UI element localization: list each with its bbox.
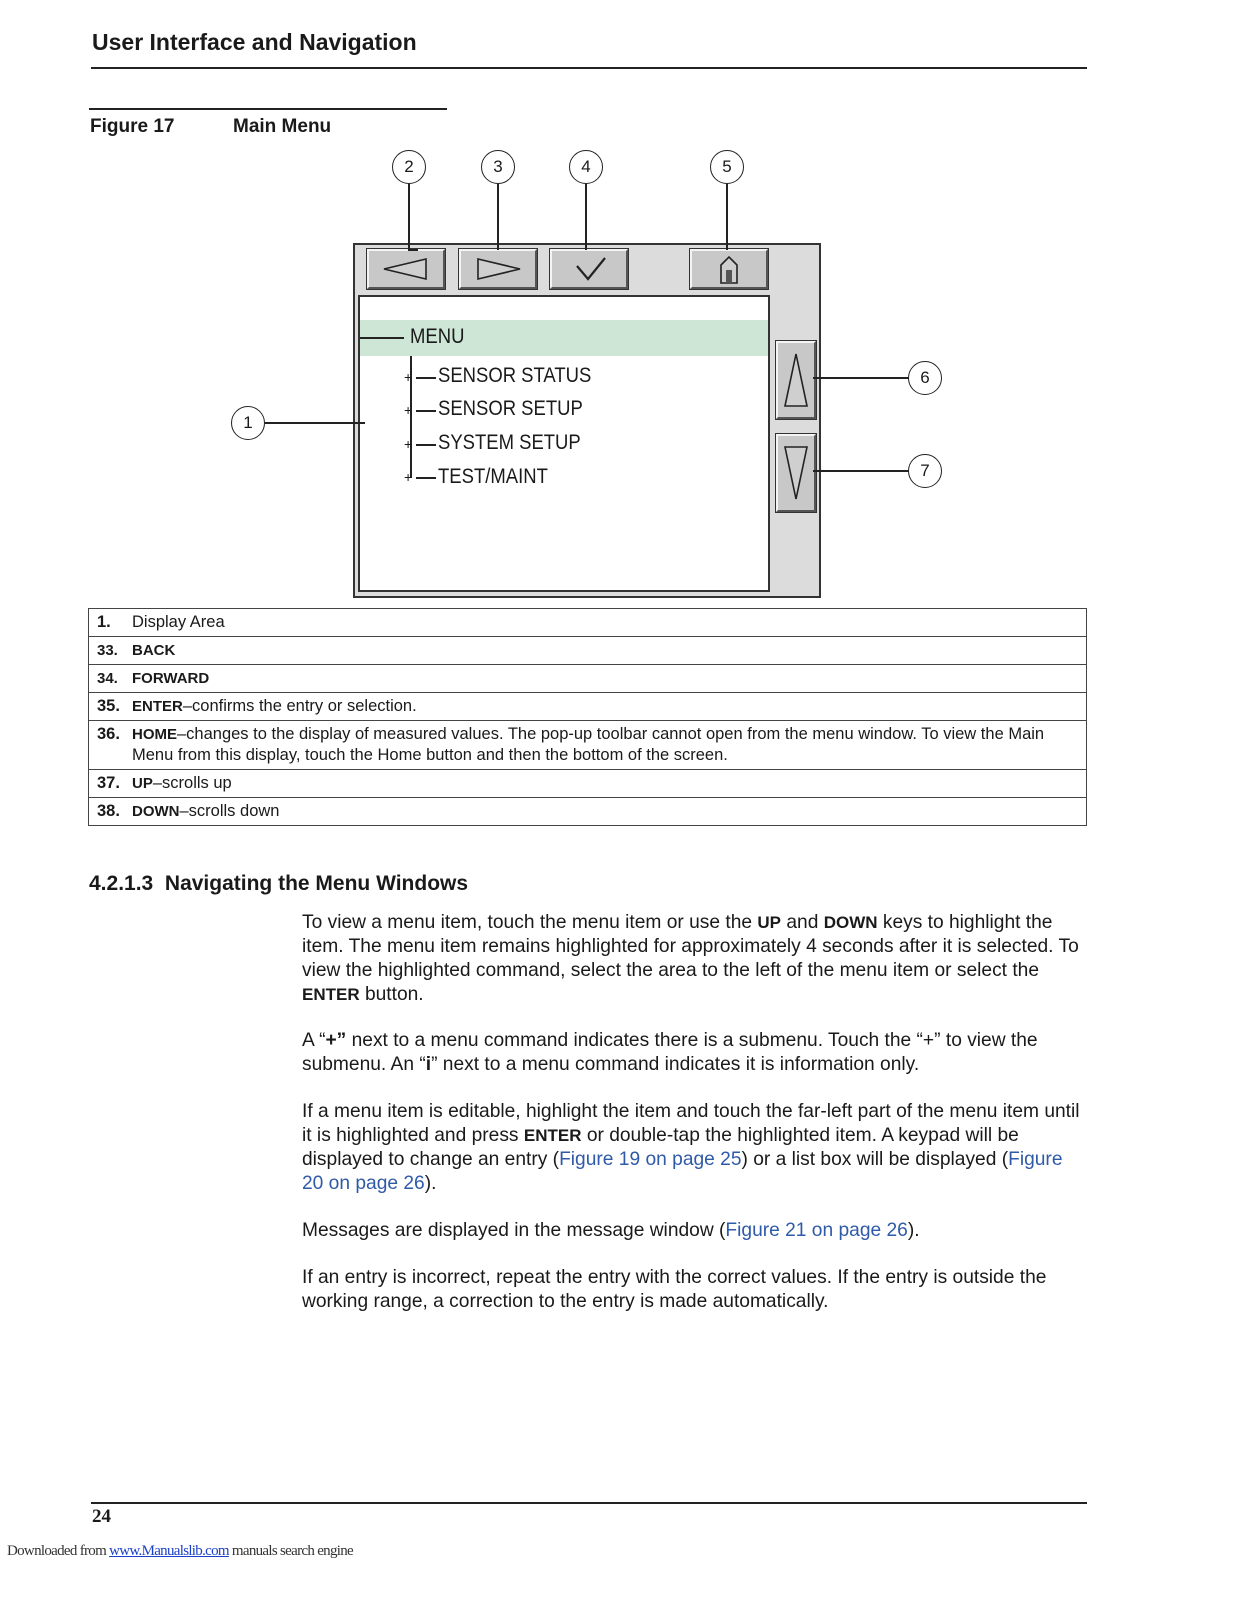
text-run: To view a menu item, touch the menu item or use the xyxy=(302,912,758,933)
text-run: and xyxy=(781,912,824,933)
paragraph-1 xyxy=(302,911,1087,1007)
legend-row xyxy=(89,665,1087,693)
footer-divider xyxy=(91,1502,1087,1504)
download-notice xyxy=(7,1543,353,1560)
legend-number: 1. xyxy=(89,609,125,637)
menu-root-label[interactable]: MENU xyxy=(410,325,465,348)
text-run: ” next to a menu command indicates it is information only. xyxy=(431,1054,920,1075)
keyword-up: UP xyxy=(757,913,782,932)
home-icon xyxy=(709,253,749,285)
callout-3: 3 xyxy=(481,150,515,184)
header-divider xyxy=(91,67,1087,69)
figure-title: Main Menu xyxy=(233,116,332,137)
back-button[interactable] xyxy=(367,249,445,289)
legend-row xyxy=(89,609,1087,637)
home-button[interactable] xyxy=(690,249,768,289)
plus-icon[interactable]: + xyxy=(404,402,413,418)
keyword-enter: ENTER xyxy=(523,1126,582,1145)
section-number: 4.2.1.3 xyxy=(89,872,154,895)
callout-leader xyxy=(265,422,365,424)
menu-item-test-maint[interactable]: TEST/MAINT xyxy=(438,465,548,488)
legend-number: 36. xyxy=(89,721,125,770)
paragraph-3 xyxy=(302,1100,1087,1196)
plus-icon[interactable]: + xyxy=(404,469,413,485)
legend-row xyxy=(89,798,1087,826)
text-run: ) or a list box will be displayed ( xyxy=(741,1149,1009,1170)
down-button[interactable] xyxy=(776,434,816,512)
down-arrow-icon xyxy=(781,441,811,505)
menu-item-sensor-status[interactable]: SENSOR STATUS xyxy=(438,364,592,387)
text-run: next to a menu command indicates there is a submenu. Touch the “+” to view the submenu. An “ xyxy=(302,1030,1038,1075)
legend-keyword: DOWN xyxy=(132,803,180,820)
callout-leader xyxy=(497,184,499,250)
callout-1: 1 xyxy=(231,406,265,440)
page-header-title: User Interface and Navigation xyxy=(92,29,417,55)
callout-4: 4 xyxy=(569,150,603,184)
legend-keyword: FORWARD xyxy=(132,670,210,687)
up-arrow-icon xyxy=(781,348,811,412)
paragraph-5 xyxy=(302,1266,1087,1314)
section-heading xyxy=(89,872,468,896)
tree-branch xyxy=(416,444,436,446)
checkmark-icon xyxy=(561,254,617,284)
page-number: 24 xyxy=(92,1506,111,1527)
text-run: ). xyxy=(424,1173,437,1194)
legend-keyword: UP xyxy=(132,775,153,792)
menu-item-system-setup[interactable]: SYSTEM SETUP xyxy=(438,431,581,454)
legend-number: 37. xyxy=(89,770,125,798)
figure-legend-table xyxy=(88,608,1087,826)
legend-number: 38. xyxy=(89,798,125,826)
legend-keyword: HOME xyxy=(132,726,177,743)
legend-number: 34. xyxy=(89,665,125,693)
menu-item-sensor-setup[interactable]: SENSOR SETUP xyxy=(438,397,583,420)
forward-arrow-icon xyxy=(470,255,526,283)
callout-leader xyxy=(408,249,418,251)
callout-leader xyxy=(585,184,587,250)
figure-21-link[interactable]: Figure 21 on page 26 xyxy=(725,1220,908,1241)
keyword-i: i xyxy=(425,1054,432,1075)
legend-text: Display Area xyxy=(132,613,225,631)
callout-leader xyxy=(726,184,728,250)
legend-text: –scrolls up xyxy=(152,774,232,792)
text-run: keys to highlight the item. The menu item remains highlighted for approximately 4 seconds after it is selected. To view the highlighted command, select the area to the left of the menu item or select the xyxy=(302,912,1079,981)
text-run: ). xyxy=(907,1220,920,1241)
callout-leader xyxy=(408,184,410,250)
tree-branch xyxy=(416,410,436,412)
plus-icon[interactable]: + xyxy=(404,369,413,385)
text-run: or double-tap the highlighted item. A keypad will be displayed to change an entry ( xyxy=(302,1125,1019,1170)
section-title: Navigating the Menu Windows xyxy=(164,872,469,895)
legend-text: –scrolls down xyxy=(179,802,280,820)
figure-number: Figure 17 xyxy=(90,116,175,137)
callout-6: 6 xyxy=(908,361,942,395)
download-prefix: Downloaded from xyxy=(7,1543,110,1559)
legend-number: 33. xyxy=(89,637,125,665)
paragraph-4 xyxy=(302,1219,1087,1243)
tree-branch xyxy=(416,477,436,479)
legend-text: –changes to the display of measured values. The pop-up toolbar cannot open from the menu window. To view the Main Menu from this display, touch the Home button and then the bottom of the screen. xyxy=(132,725,1045,764)
up-button[interactable] xyxy=(776,341,816,419)
tree-branch xyxy=(416,377,436,379)
legend-text: –confirms the entry or selection. xyxy=(182,697,417,715)
text-run: Messages are displayed in the message window ( xyxy=(302,1220,726,1241)
legend-row xyxy=(89,693,1087,721)
callout-2: 2 xyxy=(392,150,426,184)
keyword-down: DOWN xyxy=(823,913,878,932)
menu-connector-line xyxy=(360,337,404,339)
legend-row xyxy=(89,770,1087,798)
enter-button[interactable] xyxy=(550,249,628,289)
forward-button[interactable] xyxy=(459,249,537,289)
text-run: If a menu item is editable, highlight the item and touch the far-left part of the menu item until it is highlighted and press xyxy=(302,1101,1080,1146)
callout-7: 7 xyxy=(908,454,942,488)
legend-keyword: ENTER xyxy=(132,698,183,715)
legend-number: 35. xyxy=(89,693,125,721)
legend-keyword: BACK xyxy=(132,642,176,659)
back-arrow-icon xyxy=(378,255,434,283)
keyword-enter: ENTER xyxy=(302,985,360,1004)
figure-divider xyxy=(89,108,447,110)
plus-icon[interactable]: + xyxy=(404,436,413,452)
text-run: button. xyxy=(359,984,424,1005)
download-suffix: manuals search engine xyxy=(228,1543,353,1559)
text-run: If an entry is incorrect, repeat the entry with the correct values. If the entry is outside the working range, a correction to the entry is made automatically. xyxy=(302,1267,1047,1312)
figure-19-link[interactable]: Figure 19 on page 25 xyxy=(559,1149,742,1170)
figure-20-link[interactable]: Figure 20 on page 26 xyxy=(302,1149,1063,1194)
text-run: A “ xyxy=(302,1030,326,1051)
manualslib-link[interactable]: www.Manualslib.com xyxy=(109,1543,229,1559)
paragraph-2 xyxy=(302,1029,1087,1077)
callout-leader xyxy=(813,377,909,379)
callout-leader xyxy=(813,470,909,472)
legend-row xyxy=(89,721,1087,770)
legend-row xyxy=(89,637,1087,665)
keyword-plus: +” xyxy=(325,1030,347,1051)
callout-5: 5 xyxy=(710,150,744,184)
